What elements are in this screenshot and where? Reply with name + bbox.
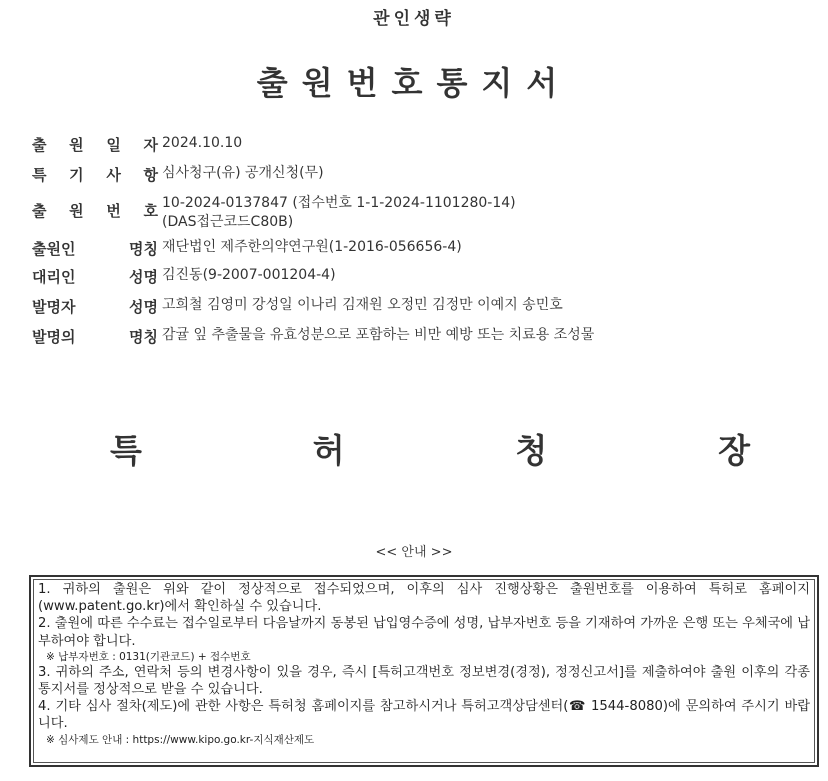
issuer-signature: 특 허 청 장 [110, 431, 750, 470]
field-value: 고희철 김영미 강성일 이나리 김재원 오정민 김정만 이예지 송민호 [162, 297, 563, 313]
seal-omitted-label: 관인생략 [373, 9, 455, 29]
field-label: 출 원 일 자 [32, 136, 158, 154]
field-agent-name [32, 266, 812, 296]
guide-item: 1. 귀하의 출원은 위와 같이 정상적으로 접수되었으며, 이후의 심사 진행상황은 출원번호를 이용하여 특허로 홈페이지(www.patent.go.kr)에서 확인하실 수 있습니다. [38, 582, 810, 615]
guide-item: 4. 기타 심사 절차(제도)에 관한 사항은 특허청 홈페이지를 참고하시거나 특허고객상담센터(☎ 1544-8080)에 문의하여 주시기 바랍니다. [38, 699, 810, 732]
field-application-date [32, 134, 812, 164]
guide-item: 2. 출원에 따른 수수료는 접수일로부터 다음날까지 동봉된 납입영수증에 성명, 납부자번호 등을 기재하여 가까운 은행 또는 우체국에 납부하여야 합니다. [38, 616, 810, 649]
field-label: 출 원 번 호 [32, 202, 158, 220]
guide-heading: << 안내 >> [375, 545, 453, 560]
field-label: 발명의 명칭 [32, 328, 158, 346]
field-application-number [32, 194, 812, 238]
field-value: 김진동(9-2007-001204-4) [162, 267, 336, 283]
guide-notice-content [33, 579, 815, 763]
guide-item: 3. 귀하의 주소, 연락처 등의 변경사항이 있을 경우, 즉시 [특허고객번호 정보변경(경정), 정정신고서]를 제출하여야 출원 이후의 각종 통지서를 정상적으로 받을 수 있습니다. [38, 664, 810, 698]
field-value: 2024.10.10 [162, 135, 243, 151]
field-value: 심사청구(유) 공개신청(무) [162, 165, 324, 181]
guide-notice-box [29, 575, 819, 767]
field-label: 출원인 명칭 [32, 240, 158, 258]
guide-subnote: ※ 납부자번호 : 0131(기관코드) + 접수번호 [46, 650, 251, 663]
guide-subnote: ※ 심사제도 안내 : https://www.kipo.go.kr-지식재산제도 [46, 733, 315, 746]
application-info-table [32, 134, 812, 356]
field-label: 대리인 성명 [32, 268, 158, 286]
field-inventor-names [32, 296, 812, 326]
document-title: 출원번호통지서 [256, 64, 572, 102]
field-value: 10-2024-0137847 (접수번호 1-1-2024-1101280-14) (DAS접근코드C80B) [162, 195, 516, 230]
field-label: 특 기 사 항 [32, 166, 158, 184]
field-special-notes [32, 164, 812, 194]
field-invention-title [32, 326, 812, 356]
field-label: 발명자 성명 [32, 298, 158, 316]
field-value: 재단법인 제주한의약연구원(1-2016-056656-4) [162, 239, 462, 255]
field-applicant-name [32, 238, 812, 266]
field-value: 감귤 잎 추출물을 유효성분으로 포함하는 비만 예방 또는 치료용 조성물 [162, 327, 595, 343]
